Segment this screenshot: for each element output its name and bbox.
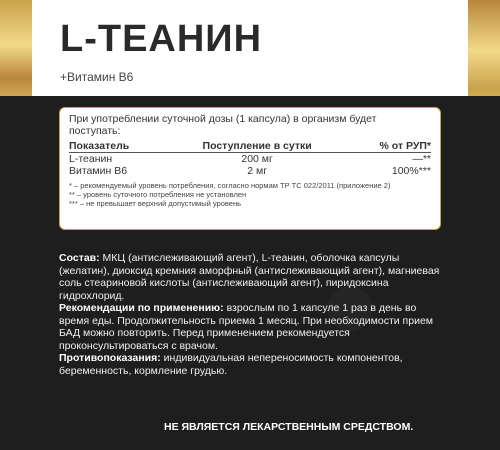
contraindications-text: индивидуальная непереносимость компонентов, беременность, кормление грудью. [59,352,403,377]
footnote: * – рекомендуемый уровень потребления, согласно нормам ТР ТС 022/2011 (приложение 2) [69,181,391,190]
product-description [59,252,449,377]
disclaimer-footer: НЕ ЯВЛЯЕТСЯ ЛЕКАРСТВЕННЫМ СРЕДСТВОМ. [164,421,414,433]
nutrition-info-card [59,107,441,230]
row-amount: 2 мг [247,165,268,177]
composition-label: Состав: [59,252,100,264]
nutrition-table [69,140,431,177]
product-title: L-ТЕАНИН [60,18,263,60]
intake-intro: При употреблении суточной дозы (1 капсула) в организм будет поступать: [69,113,377,137]
row-amount: 200 мг [241,153,273,165]
table-header-row [69,140,431,153]
row-percent: 100%*** [391,165,431,177]
table-row [69,165,431,177]
contraindications-paragraph [59,352,449,377]
footnote: *** – не превышает верхний допустимый уровень [69,199,242,208]
composition-text: МКЦ (антислеживающий агент), L-теанин, оболочка капсулы (желатин), диоксид кремния аморфный (антислеживающий агент), магниевая соль стеариновой кислоты (антислеживающий агент), пиридоксина гидрохлорид. [59,252,440,302]
row-name: L-теанин [69,153,113,165]
recommendations-paragraph [59,302,449,352]
product-subtitle: +Витамин B6 [60,70,134,84]
composition-paragraph [59,252,449,302]
header-indicator: Показатель [69,140,168,153]
header-rup-percent: % от РУП* [347,140,431,153]
header-daily-intake: Поступление в сутки [168,140,347,153]
footnote: ** – уровень суточного потребления не установлен [69,190,247,199]
contraindications-label: Противопоказания: [59,352,161,364]
footnotes [69,181,431,208]
table-row [69,153,431,166]
row-name: Витамин B6 [69,165,128,177]
recommendations-label: Рекомендации по применению: [59,302,224,314]
recommendations-text: взрослым по 1 капсуле 1 раз в день во время еды. Продолжительность приема 1 месяц. При необходимости прием БАД можно повторить. Перед применением рекомендуется проконсультироваться с врачом. [59,302,434,352]
row-percent: —** [412,153,431,165]
